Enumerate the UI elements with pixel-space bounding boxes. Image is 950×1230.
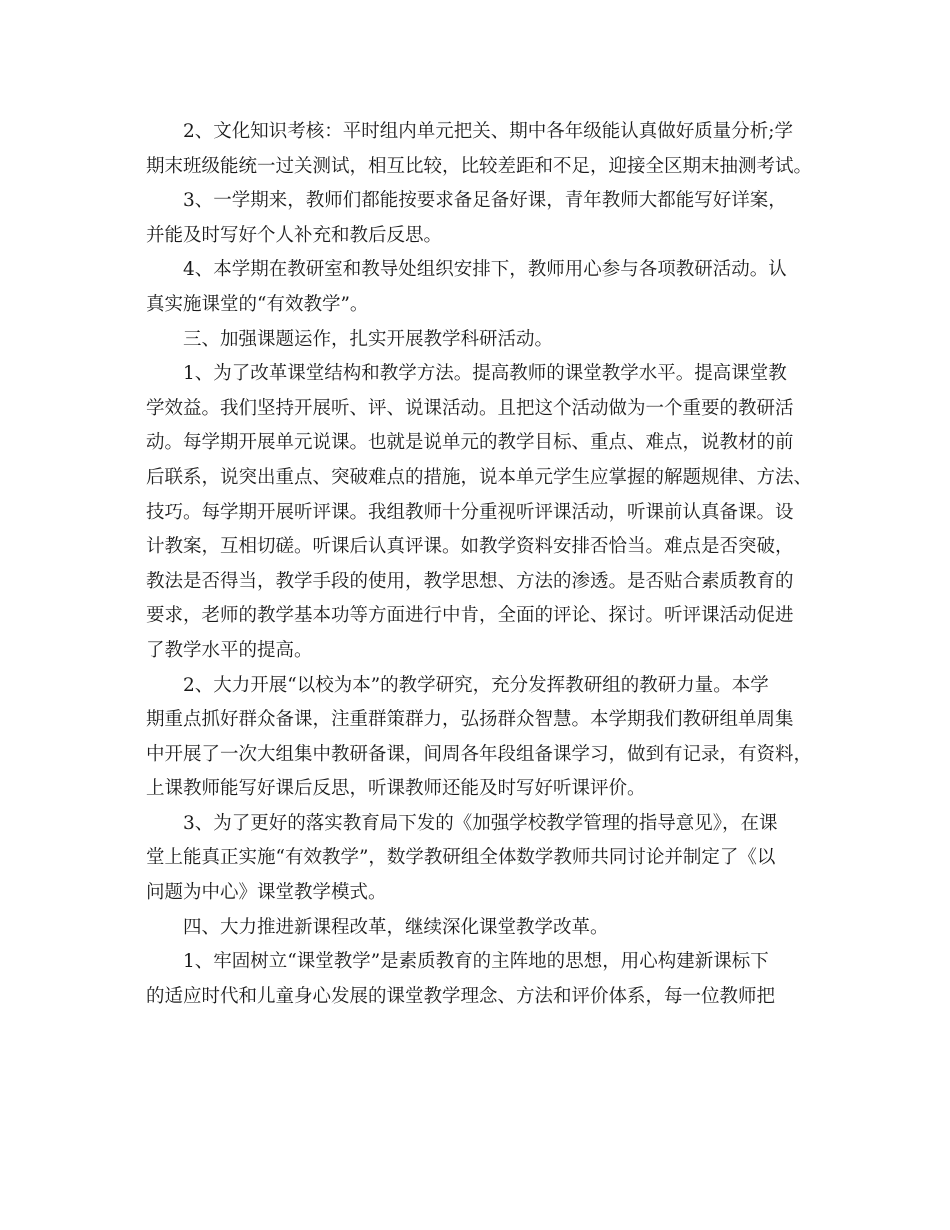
text-line: 4、本学期在教研室和教导处组织安排下，教师用心参与各项教研活动。认 bbox=[183, 259, 787, 281]
text-line: 2、文化知识考核：平时组内单元把关、期中各年级能认真做好质量分析;学 bbox=[183, 121, 794, 142]
text-line: 期末班级能统一过关测试，相互比较，比较差距和不足，迎接全区期末抽测考试。 bbox=[146, 155, 813, 177]
paragraph-school-based-research bbox=[146, 669, 816, 807]
text-line: 1、为了改革课堂结构和教学方法。提高教师的课堂教学水平。提高课堂教 bbox=[183, 363, 787, 385]
paragraph-lesson-prep bbox=[146, 184, 816, 253]
text-line: 学效益。我们坚持开展听、评、说课活动。且把这个活动做为一个重要的教研活 bbox=[146, 397, 794, 419]
text-line: 3、为了更好的落实教育局下发的《加强学校教学管理的指导意见》，在课 bbox=[183, 812, 778, 834]
section-heading: 四、大力推进新课程改革，继续深化课堂教学改革。 bbox=[183, 916, 609, 938]
text-line: 3、一学期来，教师们都能按要求备足备好课，青年教师大都能写好详案， bbox=[183, 190, 787, 212]
text-line: 上课教师能写好课后反思，听课教师还能及时写好听课评价。 bbox=[146, 778, 646, 800]
text-line: 技巧。每学期开展听评课。我组教师十分重视听评课活动，听课前认真备课。设 bbox=[146, 501, 794, 523]
section-heading: 三、加强课题运作，扎实开展教学科研活动。 bbox=[183, 328, 554, 350]
text-line: 计教案，互相切磋。听课后认真评课。如教学资料安排否恰当。难点是否突破， bbox=[146, 536, 794, 558]
section-heading-4 bbox=[146, 911, 816, 946]
paragraph-classroom-reform bbox=[146, 357, 816, 668]
text-line: 并能及时写好个人补充和教后反思。 bbox=[146, 224, 443, 246]
text-line: 的适应时代和儿童身心发展的课堂教学理念、方法和评价体系，每一位教师把 bbox=[146, 985, 776, 1007]
section-heading-3 bbox=[146, 323, 816, 358]
document-body bbox=[146, 115, 816, 1014]
text-line: 问题为中心》课堂教学模式。 bbox=[146, 882, 387, 904]
paragraph-research-activities bbox=[146, 253, 816, 322]
paragraph-exam-assessment bbox=[146, 115, 816, 184]
text-line: 中开展了一次大组集中教研备课，间周各年段组备课学习，做到有记录，有资料， bbox=[146, 743, 813, 765]
paragraph-teaching-model bbox=[146, 807, 816, 911]
text-line: 真实施课堂的“有效教学”。 bbox=[146, 293, 369, 315]
text-line: 2、大力开展“以校为本”的教学研究，充分发挥教研组的教研力量。本学 bbox=[183, 674, 769, 696]
text-line: 后联系，说突出重点、突破难点的措施，说本单元学生应掌握的解题规律、方法、 bbox=[146, 466, 813, 488]
text-line: 1、牢固树立“课堂教学”是素质教育的主阵地的思想，用心构建新课标下 bbox=[183, 951, 769, 973]
text-line: 动。每学期开展单元说课。也就是说单元的教学目标、重点、难点，说教材的前 bbox=[146, 432, 794, 454]
paragraph-curriculum-reform bbox=[146, 945, 816, 1014]
text-line: 堂上能真正实施“有效教学”，数学教研组全体数学教师共同讨论并制定了《以 bbox=[146, 847, 776, 869]
text-line: 了教学水平的提高。 bbox=[146, 639, 313, 661]
text-line: 要求，老师的教学基本功等方面进行中肯，全面的评论、探讨。听评课活动促进 bbox=[146, 605, 794, 627]
text-line: 教法是否得当，教学手段的使用，教学思想、方法的渗透。是否贴合素质教育的 bbox=[146, 570, 794, 592]
text-line: 期重点抓好群众备课，注重群策群力，弘扬群众智慧。本学期我们教研组单周集 bbox=[146, 709, 794, 731]
